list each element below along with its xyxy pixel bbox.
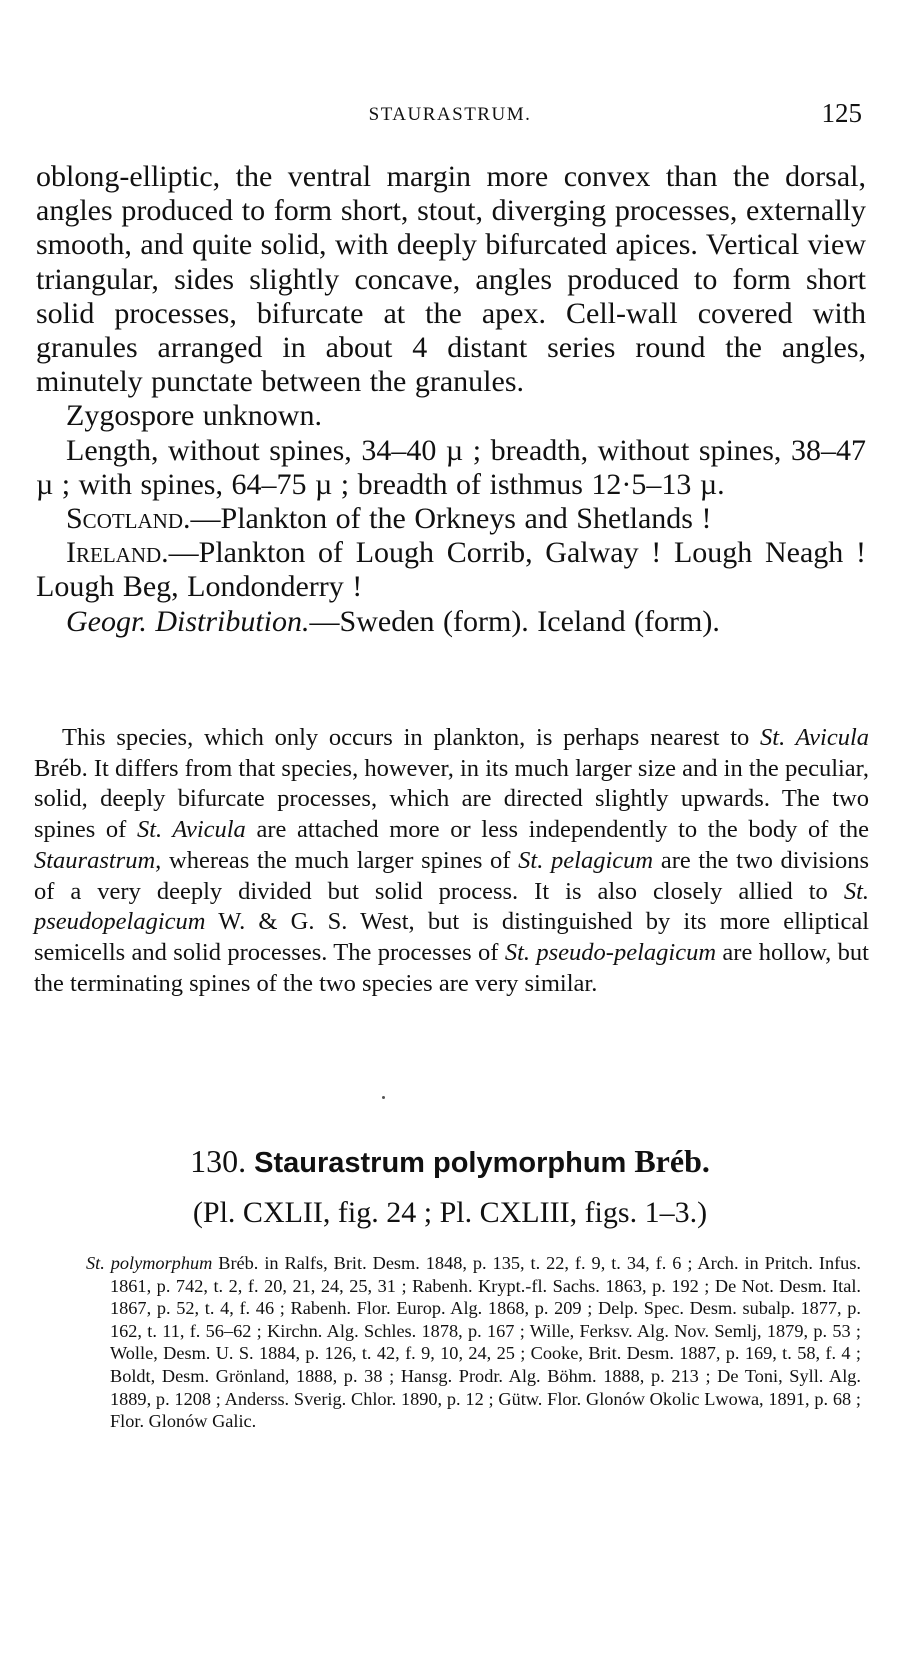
zygospore-line: Zygospore unknown. [66,399,322,433]
remarks-text: are attached more or less independently to the body of the [245,816,869,844]
running-head [0,98,900,138]
distribution-label: Geogr. Distribution. [66,604,310,638]
distribution-line [36,605,866,639]
ireland-locality [36,536,866,604]
scotland-label: Scotland. [66,502,191,536]
synonym-name: St. polymorphum [86,1253,213,1273]
synonymy-text: Bréb. in Ralfs, Brit. Desm. 1848, p. 135, t. 22, f. 9, t. 34, f. 6 ; Arch. in Pritch. Infus. 1861, p. 742, t. 2, f. 20, 21, 24, 25, 31 ; Rabenh. Krypt.-fl. Sachs. 1863, p. 192 ; De Not. Desm. Ital. 1867, p. 52, t. 4, f. 46 ; Rabenh. Flor. Europ. Alg. 1868, p. 209 ; Delp. Spec. Desm. subalp. 1877, p. 162, t. 11, f. 56–62 ; Kirchn. Alg. Schles. 1878, p. 167 ; Wille, Ferksv. Alg. Nov. Semlj, 1879, p. 53 ; Wolle, Desm. U. S. 1884, p. 126, t. 42, f. 9, 10, 24, 25 ; Cooke, Brit. Desm. 1887, p. 169, t. 58, f. 4 ; Boldt, Desm. Grönland, 1888, p. 38 ; Hansg. Prodr. Alg. Böhm. 1888, p. 213 ; De Toni, Syll. Alg. 1889, p. 1208 ; Anderss. Sverig. Chlor. 1890, p. 12 ; Gütw. Flor. Glonów Okolic Lwowa, 1891, p. 68 ; Flor. Glonów Galic. [110,1253,861,1432]
scotland-text: —Plankton of the Orkneys and Shetlands ! [190,502,712,536]
genus-name: Staurastrum, [34,846,162,874]
plate-references: (Pl. CXLII, fig. 24 ; Pl. CXLIII, figs. 1–3.) [192,1196,708,1229]
ireland-text: —Plankton of Lough Corrib, Galway ! Lough Neagh ! Lough Beg, Londonderry ! [36,536,866,604]
page-number: 125 [821,98,862,128]
ireland-label: Ireland. [66,536,169,570]
remarks-text: are hollow, but the terminating spines of the two species are very similar. [34,938,869,997]
taxon-name: St. Avicula [136,816,246,844]
synonymy-paragraph [86,1252,861,1433]
taxon-name: St. pseudopelagicum [34,877,869,936]
remarks-text: This species, which only occurs in plankton, is perhaps nearest to [62,724,761,751]
species-description [36,160,866,639]
running-title: STAURASTRUM. [368,104,532,125]
distribution-text: —Sweden (form). Iceland (form). [309,604,720,638]
print-speck [382,1096,385,1099]
taxon-name: St. pseudo-pelagicum [504,938,717,966]
species-name: Staurastrum polymorphum [254,1147,627,1179]
remarks-text: whereas the much larger spines of [161,846,519,874]
remarks-text: are the two divisions of a very deeply divided but solid process. It is also closely allied to [34,846,870,905]
scotland-locality [36,502,866,536]
remarks-paragraph [34,723,869,999]
species-author: Bréb. [634,1143,710,1179]
taxon-name: St. pelagicum [518,846,654,874]
dimensions-paragraph: Length, without spines, 34–40 µ ; breadth, without spines, 38–47 µ ; with spines, 64–75 µ ; breadth of isthmus 12·5–13 µ. [36,433,866,501]
species-heading [0,1143,900,1180]
remarks-text: Bréb. It differs from that species, however, in its much larger size and in the peculiar, solid, deeply bifurcate processes, which are directed slightly upwards. The two spines of [34,754,869,844]
diagnosis-paragraph: oblong-elliptic, the ventral margin more convex than the dorsal, angles produced to form short, stout, diverging processes, externally smooth, and quite solid, with deeply bifurcated apices. Vertical view triangular, sides slightly concave, angles produced to form short solid processes, bifurcate at the apex. Cell-wall covered with granules arranged in about 4 distant series round the angles, minutely punctate between the granules. [36,160,866,399]
remarks-text: W. & G. S. West, but is distinguished by its more elliptical semicells and solid processes. The processes of [34,908,869,966]
taxon-name: St. Avicula [760,724,870,751]
species-number: 130. [190,1143,247,1179]
